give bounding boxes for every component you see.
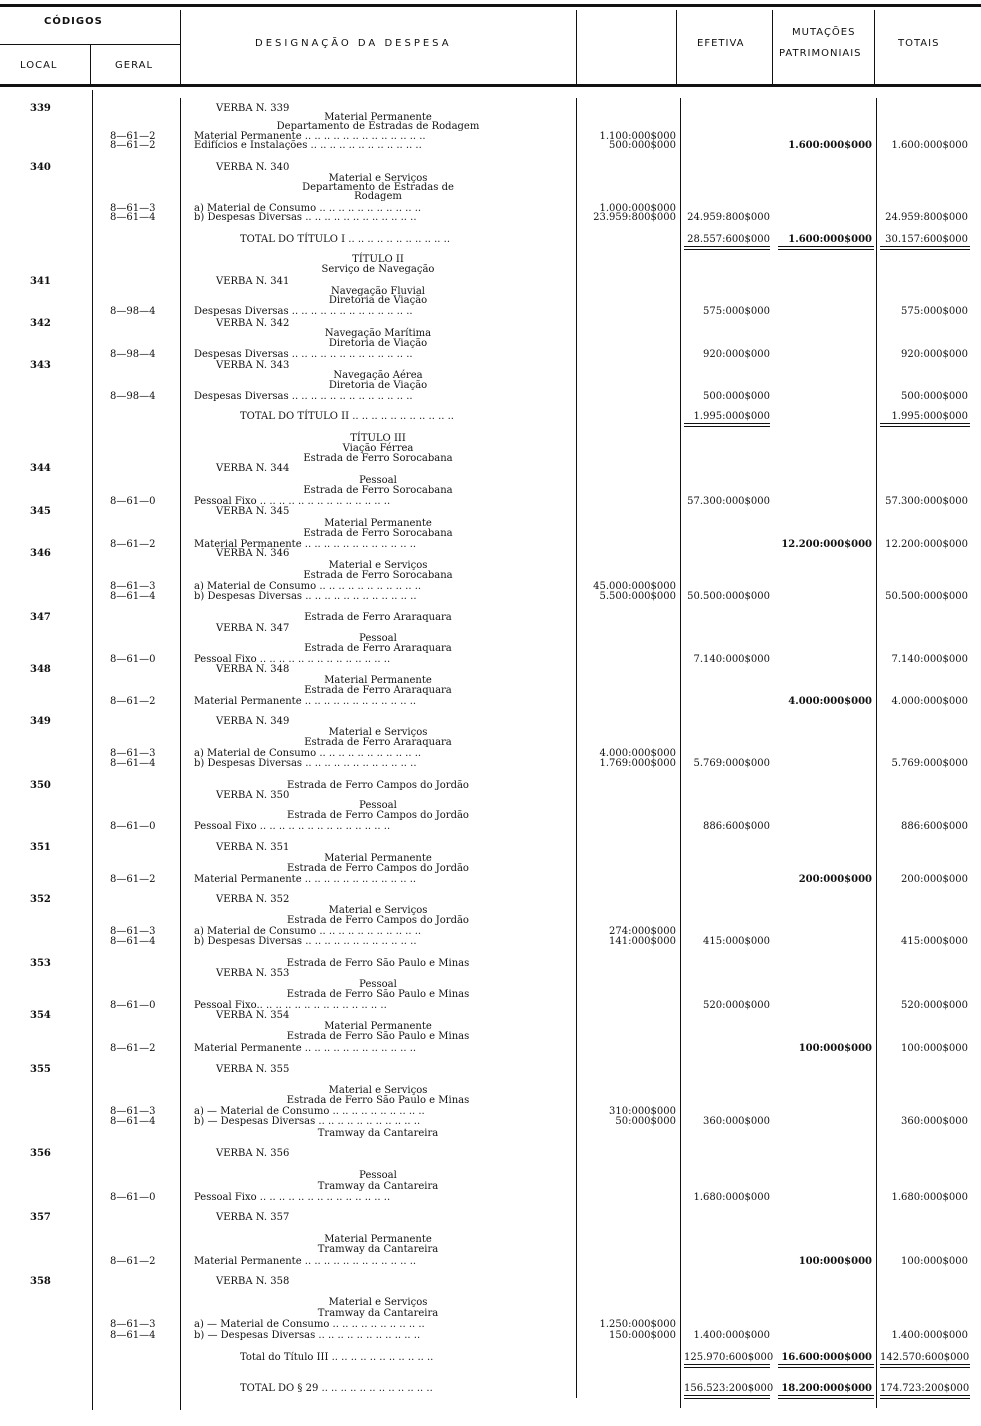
totais-value: 7.140:000$000	[891, 654, 968, 665]
desc-item: Despesas Diversas .. .. .. .. .. .. .. .. .. .. .. .. ..	[194, 349, 413, 360]
subtotal-value: 310:000$000	[609, 1106, 676, 1117]
geral-code: 8—61—3	[110, 1106, 156, 1117]
subtotal-value: 45.000:000$000	[593, 581, 676, 592]
local-code: 357	[30, 1212, 51, 1223]
geral-code: 8—61—3	[110, 581, 156, 592]
totais-value: 24.959:800$000	[885, 212, 968, 223]
desc-item: Pessoal Fixo .. .. .. .. .. .. .. .. .. .. .. .. .. ..	[194, 1192, 391, 1203]
desc-heading: Material e Serviços	[328, 905, 428, 916]
geral-code: 8—61—2	[110, 131, 156, 142]
efetiva-value: 1.680:000$000	[693, 1192, 770, 1203]
total-rule	[684, 426, 770, 427]
col-line-desc-head	[576, 10, 577, 84]
total-rule	[880, 1367, 970, 1368]
verba-label: VERBA N. 339	[216, 103, 290, 114]
subtotal-value: 1.250:000$000	[599, 1319, 676, 1330]
desc-item: Pessoal Fixo.. .. .. .. .. .. .. .. .. .. .. .. .. ..	[194, 1000, 387, 1011]
total-rule	[880, 1364, 970, 1365]
geral-code: 8—61—4	[110, 212, 156, 223]
mutacoes-value: 4.000:000$000	[788, 696, 872, 707]
verba-label: VERBA N. 344	[216, 463, 290, 474]
total-rule	[684, 246, 770, 247]
col-line-ef-head	[772, 10, 773, 84]
total-label: TOTAL DO § 29 .. .. .. .. .. .. .. .. .. .. .. ..	[240, 1383, 433, 1394]
desc-heading: Pessoal	[359, 800, 397, 811]
totais-value: 174.723:200$000	[880, 1383, 970, 1394]
geral-code: 8—98—4	[110, 391, 156, 402]
subtotal-value: 5.500:000$000	[599, 591, 676, 602]
totais-value: 142.570:600$000	[880, 1352, 970, 1363]
desc-item: Material Permanente .. .. .. .. .. .. .. .. .. .. .. ..	[194, 874, 417, 885]
geral-code: 8—61—0	[110, 1000, 156, 1011]
totais-value: 100:000$000	[901, 1043, 968, 1054]
geral-code: 8—61—2	[110, 1256, 156, 1267]
efetiva-value: 575:000$000	[703, 306, 770, 317]
desc-item: b) Despesas Diversas .. .. .. .. .. .. .. .. .. .. .. ..	[194, 212, 417, 223]
total-label: TOTAL DO TÍTULO I .. .. .. .. .. .. .. .. .. .. ..	[240, 234, 451, 245]
verba-label: VERBA N. 345	[216, 506, 290, 517]
geral-code: 8—61—4	[110, 758, 156, 769]
desc-heading: Estrada de Ferro Sorocabana	[303, 528, 453, 539]
mutacoes-value: 18.200:000$000	[781, 1383, 872, 1394]
desc-item: b) Despesas Diversas .. .. .. .. .. .. .. .. .. .. .. ..	[194, 936, 417, 947]
total-rule	[778, 249, 874, 250]
local-code: 343	[30, 360, 51, 371]
totais-value: 5.769:000$000	[891, 758, 968, 769]
local-code: 341	[30, 276, 51, 287]
verba-label: VERBA N. 341	[216, 276, 290, 287]
efetiva-value: 28.557:600$000	[687, 234, 770, 245]
verba-label: VERBA N. 355	[216, 1064, 290, 1075]
local-code: 342	[30, 318, 51, 329]
desc-heading: Pessoal	[359, 475, 397, 486]
local-code: 347	[30, 612, 51, 623]
total-rule	[880, 1395, 970, 1396]
subtotal-value: 1.100:000$000	[599, 131, 676, 142]
desc-heading: Estrada de Ferro Araraquara	[304, 685, 452, 696]
local-code: 356	[30, 1148, 51, 1159]
local-code: 355	[30, 1064, 51, 1075]
desc-item: b) — Despesas Diversas .. .. .. .. .. .. .. .. .. .. ..	[194, 1330, 421, 1341]
local-code: 349	[30, 716, 51, 727]
geral-code: 8—61—0	[110, 821, 156, 832]
geral-code: 8—61—0	[110, 654, 156, 665]
geral-code: 8—61—2	[110, 539, 156, 550]
desc-heading: Navegação Aérea	[333, 370, 423, 381]
geral-code: 8—98—4	[110, 306, 156, 317]
totais-value: 415:000$000	[901, 936, 968, 947]
total-rule	[778, 246, 874, 247]
desc-item: Material Permanente .. .. .. .. .. .. .. .. .. .. .. ..	[194, 1043, 417, 1054]
mutacoes-value: 12.200:000$000	[781, 539, 872, 550]
efetiva-value: 520:000$000	[703, 1000, 770, 1011]
efetiva-value: 125.970:600$000	[684, 1352, 774, 1363]
desc-item: a) Material de Consumo .. .. .. .. .. .. .. .. .. .. ..	[194, 926, 422, 937]
totais-value: 200:000$000	[901, 874, 968, 885]
geral-code: 8—61—3	[110, 748, 156, 759]
subtotal-value: 1.769:000$000	[599, 758, 676, 769]
total-rule	[684, 249, 770, 250]
desc-item: b) Despesas Diversas .. .. .. .. .. .. .. .. .. .. .. ..	[194, 758, 417, 769]
geral-code: 8—98—4	[110, 349, 156, 360]
totais-value: 920:000$000	[901, 349, 968, 360]
total-rule	[880, 1398, 970, 1399]
total-rule	[684, 1398, 770, 1399]
efetiva-value: 360:000$000	[703, 1116, 770, 1127]
efetiva-value: 500:000$000	[703, 391, 770, 402]
totais-value: 1.680:000$000	[891, 1192, 968, 1203]
local-code: 340	[30, 162, 51, 173]
mutacoes-value: 200:000$000	[798, 874, 872, 885]
desc-item: b) — Despesas Diversas .. .. .. .. .. .. .. .. .. .. ..	[194, 1116, 421, 1127]
total-rule	[880, 246, 970, 247]
local-code: 346	[30, 548, 51, 559]
total-rule	[684, 1364, 770, 1365]
header-mutacoes: MUTAÇÕES	[792, 27, 856, 38]
desc-heading: Material Permanente	[324, 1234, 432, 1245]
desc-item: Pessoal Fixo .. .. .. .. .. .. .. .. .. .. .. .. .. ..	[194, 821, 391, 832]
totais-value: 57.300:000$000	[885, 496, 968, 507]
totais-value: 520:000$000	[901, 1000, 968, 1011]
verba-label: VERBA N. 350	[216, 790, 290, 801]
desc-item: b) Despesas Diversas .. .. .. .. .. .. .. .. .. .. .. ..	[194, 591, 417, 602]
desc-heading: Material e Serviços	[328, 1297, 428, 1308]
desc-heading: Material Permanente	[324, 675, 432, 686]
desc-heading: Estrada de Ferro Araraquara	[304, 612, 452, 623]
mutacoes-value: 1.600:000$000	[788, 140, 872, 151]
total-label: TOTAL DO TÍTULO II .. .. .. .. .. .. .. .. .. .. ..	[240, 411, 454, 422]
totais-value: 100:000$000	[901, 1256, 968, 1267]
verba-label: VERBA N. 353	[216, 968, 290, 979]
total-rule	[684, 423, 770, 424]
header-designacao: DESIGNAÇÃO DA DESPESA	[255, 38, 452, 49]
totais-value: 50.500:000$000	[885, 591, 968, 602]
desc-heading: Serviço de Navegação	[321, 264, 435, 275]
desc-heading: Estrada de Ferro Araraquara	[304, 643, 452, 654]
mutacoes-value: 16.600:000$000	[781, 1352, 872, 1363]
totais-value: 575:000$000	[901, 306, 968, 317]
geral-code: 8—61—0	[110, 496, 156, 507]
desc-heading: Tramway da Cantareira	[317, 1244, 439, 1255]
top-rule	[0, 4, 981, 7]
efetiva-value: 50.500:000$000	[687, 591, 770, 602]
desc-item: Edifícios e Instalações .. .. .. .. .. .. .. .. .. .. .. ..	[194, 140, 422, 151]
local-code: 348	[30, 664, 51, 675]
totais-value: 886:600$000	[901, 821, 968, 832]
mutacoes-value: 100:000$000	[798, 1043, 872, 1054]
desc-item: a) — Material de Consumo .. .. .. .. .. .. .. .. .. ..	[194, 1319, 425, 1330]
col-line-mut-body	[876, 98, 877, 1408]
totais-value: 1.995:000$000	[891, 411, 968, 422]
desc-heading: Departamento de Estradas de	[302, 182, 454, 193]
local-code: 353	[30, 958, 51, 969]
desc-heading: Material e Serviços	[328, 1085, 428, 1096]
efetiva-value: 886:600$000	[703, 821, 770, 832]
col-line-local	[90, 44, 91, 84]
desc-item: Pessoal Fixo .. .. .. .. .. .. .. .. .. .. .. .. .. ..	[194, 496, 391, 507]
efetiva-value: 415:000$000	[703, 936, 770, 947]
desc-item: Material Permanente .. .. .. .. .. .. .. .. .. .. .. .. ..	[194, 131, 426, 142]
desc-heading: Navegação Marítima	[324, 328, 432, 339]
header-patrimoniais: PATRIMONIAIS	[779, 48, 862, 59]
verba-label: VERBA N. 357	[216, 1212, 290, 1223]
desc-heading: Estrada de Ferro Sorocabana	[303, 485, 453, 496]
efetiva-value: 5.769:000$000	[693, 758, 770, 769]
geral-code: 8—61—2	[110, 696, 156, 707]
desc-heading: Departamento de Estradas de Rodagem	[276, 121, 480, 132]
desc-heading: Material e Serviços	[328, 560, 428, 571]
verba-label: VERBA N. 354	[216, 1010, 290, 1021]
efetiva-value: 1.995:000$000	[693, 411, 770, 422]
desc-heading: Estrada de Ferro São Paulo e Minas	[286, 1031, 470, 1042]
desc-heading: Material Permanente	[324, 518, 432, 529]
desc-heading: Material Permanente	[324, 112, 432, 123]
header-codigos: CÓDIGOS	[44, 16, 103, 27]
desc-heading: Pessoal	[359, 1170, 397, 1181]
desc-heading: Material e Serviços	[328, 727, 428, 738]
subtotal-value: 274:000$000	[609, 926, 676, 937]
desc-heading: Material e Serviços	[328, 173, 428, 184]
header-local: LOCAL	[20, 60, 58, 71]
col-line-geral-head	[180, 10, 181, 84]
header-efetiva: EFETIVA	[697, 38, 745, 49]
desc-item: a) Material de Consumo .. .. .. .. .. .. .. .. .. .. ..	[194, 748, 422, 759]
subtotal-value: 23.959:800$000	[593, 212, 676, 223]
verba-label: VERBA N. 348	[216, 664, 290, 675]
desc-heading: Estrada de Ferro Campos do Jordão	[287, 780, 469, 791]
desc-item: Material Permanente .. .. .. .. .. .. .. .. .. .. .. ..	[194, 1256, 417, 1267]
desc-heading: Estrada de Ferro São Paulo e Minas	[286, 1095, 470, 1106]
desc-heading: Estrada de Ferro Campos do Jordão	[287, 863, 469, 874]
total-rule	[684, 1367, 770, 1368]
local-code: 351	[30, 842, 51, 853]
verba-label: VERBA N. 346	[216, 548, 290, 559]
geral-code: 8—61—4	[110, 936, 156, 947]
total-label: Total do Título III .. .. .. .. .. .. .. .. .. .. ..	[240, 1352, 434, 1363]
desc-heading: Diretoria de Viação	[328, 295, 428, 306]
desc-heading: Tramway da Cantareira	[317, 1181, 439, 1192]
geral-code: 8—61—3	[110, 1319, 156, 1330]
desc-heading: Estrada de Ferro Sorocabana	[303, 453, 453, 464]
geral-code: 8—61—4	[110, 1330, 156, 1341]
desc-heading: Material Permanente	[324, 853, 432, 864]
desc-heading: Estrada de Ferro Araraquara	[304, 737, 452, 748]
desc-heading: TÍTULO II	[352, 254, 404, 265]
efetiva-value: 24.959:800$000	[687, 212, 770, 223]
desc-heading: Pessoal	[359, 633, 397, 644]
col-line-sub-body	[680, 98, 681, 1408]
desc-item: Material Permanente .. .. .. .. .. .. .. .. .. .. .. ..	[194, 696, 417, 707]
desc-heading: Rodagem	[354, 191, 402, 202]
local-code: 354	[30, 1010, 51, 1021]
desc-item: Despesas Diversas .. .. .. .. .. .. .. .. .. .. .. .. ..	[194, 306, 413, 317]
total-rule	[778, 1367, 874, 1368]
col-line-geral-body	[180, 98, 181, 1410]
header-totais: TOTAIS	[898, 38, 940, 49]
total-rule	[684, 1395, 770, 1396]
desc-item: Despesas Diversas .. .. .. .. .. .. .. .. .. .. .. .. ..	[194, 391, 413, 402]
total-rule	[778, 1398, 874, 1399]
desc-heading: Tramway da Cantareira	[317, 1128, 439, 1139]
verba-label: VERBA N. 352	[216, 894, 290, 905]
totais-value: 500:000$000	[901, 391, 968, 402]
desc-item: a) Material de Consumo .. .. .. .. .. .. .. .. .. .. ..	[194, 581, 422, 592]
total-rule	[880, 249, 970, 250]
desc-heading: Estrada de Ferro São Paulo e Minas	[286, 989, 470, 1000]
desc-heading: Pessoal	[359, 979, 397, 990]
geral-code: 8—61—3	[110, 926, 156, 937]
verba-label: VERBA N. 340	[216, 162, 290, 173]
desc-heading: Estrada de Ferro Campos do Jordão	[287, 915, 469, 926]
totais-value: 12.200:000$000	[885, 539, 968, 550]
header-bottom-rule	[0, 84, 981, 87]
mutacoes-value: 1.600:000$000	[788, 234, 872, 245]
efetiva-value: 7.140:000$000	[693, 654, 770, 665]
verba-label: VERBA N. 342	[216, 318, 290, 329]
verba-label: VERBA N. 358	[216, 1276, 290, 1287]
desc-heading: Navegação Fluvial	[331, 286, 425, 297]
col-line-local-body	[92, 90, 93, 1410]
subtotal-value: 141:000$000	[609, 936, 676, 947]
subtotal-value: 4.000:000$000	[599, 748, 676, 759]
efetiva-value: 57.300:000$000	[687, 496, 770, 507]
local-code: 344	[30, 463, 51, 474]
subtotal-value: 150:000$000	[609, 1330, 676, 1341]
total-rule	[778, 1364, 874, 1365]
total-rule	[778, 1395, 874, 1396]
geral-code: 8—61—3	[110, 203, 156, 214]
local-code: 352	[30, 894, 51, 905]
desc-heading: Diretoria de Viação	[328, 380, 428, 391]
header-geral: GERAL	[115, 60, 154, 71]
geral-code: 8—61—2	[110, 874, 156, 885]
subtotal-value: 50:000$000	[615, 1116, 676, 1127]
verba-label: VERBA N. 349	[216, 716, 290, 727]
efetiva-value: 920:000$000	[703, 349, 770, 360]
desc-item: a) — Material de Consumo .. .. .. .. .. .. .. .. .. ..	[194, 1106, 425, 1117]
geral-code: 8—61—0	[110, 1192, 156, 1203]
verba-label: VERBA N. 356	[216, 1148, 290, 1159]
total-rule	[880, 423, 970, 424]
geral-code: 8—61—4	[110, 591, 156, 602]
geral-code: 8—61—4	[110, 1116, 156, 1127]
subtotal-value: 1.000:000$000	[599, 203, 676, 214]
totais-value: 30.157:600$000	[885, 234, 968, 245]
geral-code: 8—61—2	[110, 1043, 156, 1054]
local-code: 350	[30, 780, 51, 791]
desc-item: Pessoal Fixo .. .. .. .. .. .. .. .. .. .. .. .. .. ..	[194, 654, 391, 665]
total-rule	[880, 426, 970, 427]
totais-value: 4.000:000$000	[891, 696, 968, 707]
local-code: 345	[30, 506, 51, 517]
totais-value: 1.400:000$000	[891, 1330, 968, 1341]
efetiva-value: 1.400:000$000	[693, 1330, 770, 1341]
desc-heading: Tramway da Cantareira	[317, 1308, 439, 1319]
desc-heading: Diretoria de Viação	[328, 338, 428, 349]
efetiva-value: 156.523:200$000	[684, 1383, 774, 1394]
subtotal-value: 500:000$000	[609, 140, 676, 151]
col-line-desc-body	[576, 98, 577, 1398]
col-line-mut-head	[874, 10, 875, 84]
desc-heading: TÍTULO III	[350, 433, 406, 444]
geral-code: 8—61—2	[110, 140, 156, 151]
col-line-sub-head	[676, 10, 677, 84]
local-code: 339	[30, 103, 51, 114]
desc-heading: Estrada de Ferro Sorocabana	[303, 570, 453, 581]
desc-heading: Estrada de Ferro São Paulo e Minas	[286, 958, 470, 969]
verba-label: VERBA N. 351	[216, 842, 290, 853]
desc-heading: Material Permanente	[324, 1021, 432, 1032]
desc-heading: Viação Férrea	[342, 443, 414, 454]
verba-label: VERBA N. 343	[216, 360, 290, 371]
desc-heading: Estrada de Ferro Campos do Jordão	[287, 810, 469, 821]
desc-item: Material Permanente .. .. .. .. .. .. .. .. .. .. .. ..	[194, 539, 417, 550]
totais-value: 360:000$000	[901, 1116, 968, 1127]
mutacoes-value: 100:000$000	[798, 1256, 872, 1267]
totais-value: 1.600:000$000	[891, 140, 968, 151]
local-code: 358	[30, 1276, 51, 1287]
desc-item: a) Material de Consumo .. .. .. .. .. .. .. .. .. .. ..	[194, 203, 422, 214]
verba-label: VERBA N. 347	[216, 623, 290, 634]
